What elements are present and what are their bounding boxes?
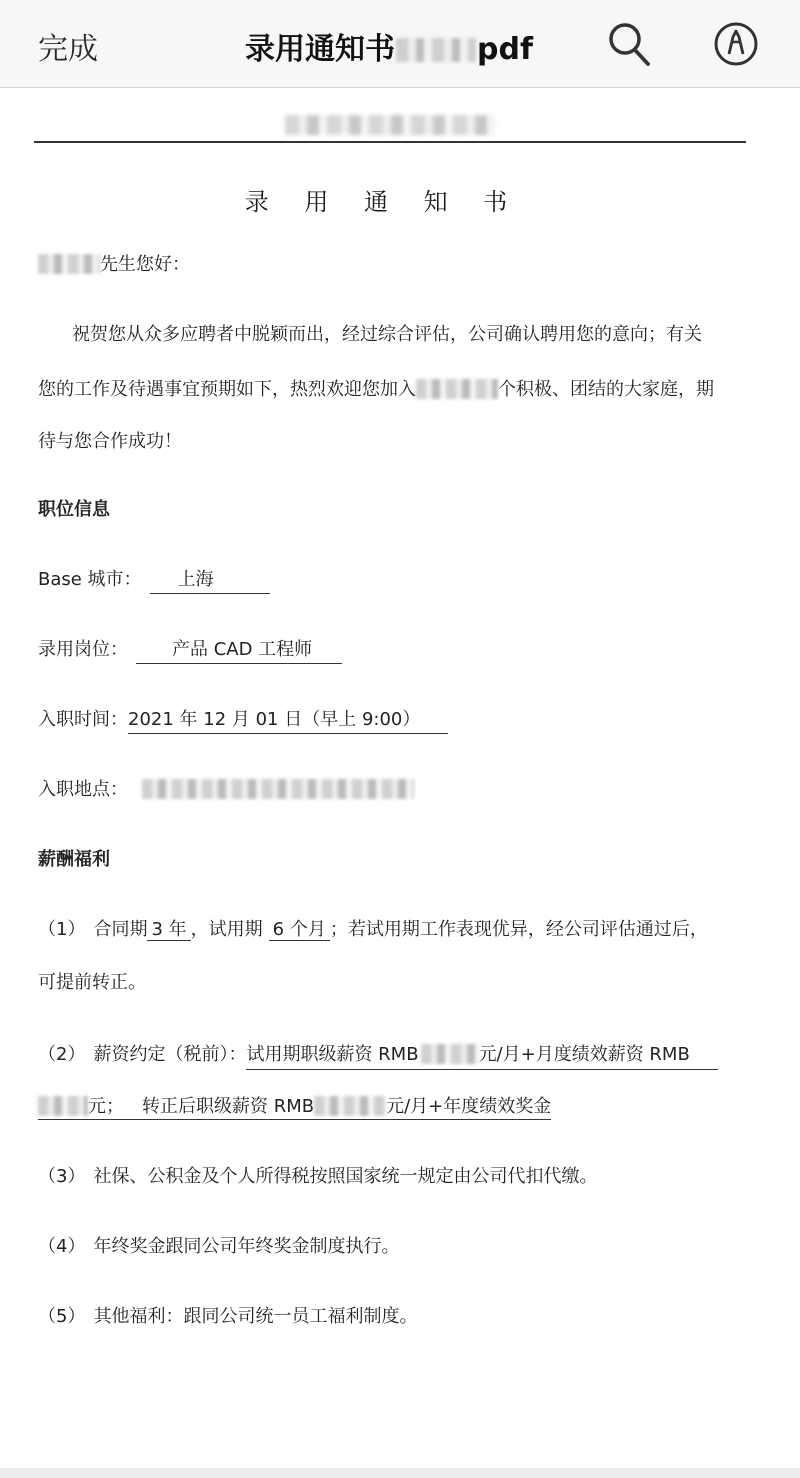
- item-2-number: （2）: [38, 1044, 86, 1065]
- benefit-item-3: [38, 1165, 597, 1189]
- item-4-text: 年终奖金跟同公司年终奖金制度执行。: [93, 1236, 400, 1257]
- bonus-salary-redacted: [38, 1096, 88, 1116]
- city-field: [150, 568, 270, 594]
- salary-clause-1: [246, 1043, 718, 1070]
- probation-term: 6 个月: [269, 919, 330, 941]
- annual-bonus-label: 元/月+年度绩效奖金: [386, 1096, 552, 1117]
- done-button[interactable]: 完成: [38, 32, 98, 67]
- company-redacted: [416, 379, 498, 399]
- item-5-text: 其他福利：跟同公司统一员工福利制度。: [93, 1306, 418, 1327]
- regular-salary-redacted: [314, 1096, 386, 1116]
- item-2-text-a: 薪资约定（税前）：: [93, 1044, 247, 1065]
- title-extension: pdf: [477, 32, 534, 67]
- monthly-bonus-label: 元/月+月度绩效薪资 RMB: [478, 1044, 690, 1065]
- start-row: [38, 708, 448, 734]
- header-rule: [34, 141, 746, 143]
- benefit-item-2: [38, 1043, 718, 1070]
- city-label: Base 城市：: [38, 569, 142, 590]
- role-value: 产品 CAD 工程师: [172, 639, 313, 660]
- pdf-page: [0, 88, 800, 1468]
- intro-line-3: 待与您合作成功！: [38, 431, 182, 452]
- bottom-edge: [0, 1468, 800, 1478]
- role-row: [38, 638, 342, 664]
- intro-line-2-a: 您的工作及待遇事宜预期如下，热烈欢迎您加入: [38, 379, 416, 400]
- salary-clause-2: [38, 1096, 551, 1120]
- section-benefits-title: 薪酬福利: [38, 849, 110, 870]
- location-redacted: [142, 779, 414, 799]
- benefit-item-1: [38, 918, 708, 942]
- item-1-number: （1）: [38, 919, 86, 940]
- item-3-number: （3）: [38, 1166, 86, 1187]
- probation-salary-label: 试用期职级薪资 RMB: [246, 1044, 419, 1065]
- document-heading: 录 用 通 知 书: [244, 188, 522, 216]
- name-redacted: [38, 254, 100, 274]
- title-redacted: [396, 38, 476, 62]
- benefit-item-1-line-2: 可提前转正。: [38, 972, 146, 993]
- role-label: 录用岗位：: [38, 639, 128, 660]
- city-value: 上海: [177, 569, 214, 590]
- intro-line-2: [38, 378, 714, 402]
- intro-line-1: 祝贺您从众多应聘者中脱颖而出，经过综合评估，公司确认聘用您的意向；有关: [72, 324, 702, 345]
- item-4-number: （4）: [38, 1236, 86, 1257]
- item-1-text-e: ；若试用期工作表现优异，经公司评估通过后，: [329, 919, 708, 940]
- benefit-item-5: [38, 1305, 417, 1329]
- probation-salary-redacted: [421, 1044, 479, 1064]
- search-icon[interactable]: [606, 20, 652, 68]
- city-row: [38, 568, 270, 594]
- role-field: [136, 638, 342, 664]
- section-position-title: 职位信息: [38, 499, 110, 520]
- benefit-item-2-line-2: [38, 1095, 551, 1119]
- intro-line-2-b: 个积极、团结的大家庭，期: [498, 379, 714, 400]
- markup-pen-icon[interactable]: [712, 20, 758, 68]
- greeting-text: 先生您好：: [100, 254, 190, 275]
- top-toolbar: [0, 0, 800, 88]
- title-text: 录用通知书: [245, 32, 395, 67]
- page-header-redacted: [285, 115, 495, 135]
- benefit-item-4: [38, 1235, 399, 1259]
- regular-salary-label: 转正后职级薪资 RMB: [142, 1096, 315, 1117]
- document-title: [245, 24, 533, 68]
- location-row: [38, 778, 414, 802]
- location-label: 入职地点：: [38, 779, 128, 800]
- start-value: 2021 年 12 月 01 日（早上 9:00）: [128, 709, 421, 730]
- contract-term: 3 年: [147, 919, 190, 941]
- start-label: 入职时间：: [38, 709, 128, 730]
- item-5-number: （5）: [38, 1306, 86, 1327]
- greeting-line: [38, 253, 190, 277]
- item-2-text-d: 元；: [88, 1096, 124, 1117]
- start-field: [128, 708, 448, 734]
- item-1-text-c: ，试用期: [190, 919, 263, 940]
- item-3-text: 社保、公积金及个人所得税按照国家统一规定由公司代扣代缴。: [93, 1166, 598, 1187]
- item-1-text-a: 合同期: [93, 919, 148, 940]
